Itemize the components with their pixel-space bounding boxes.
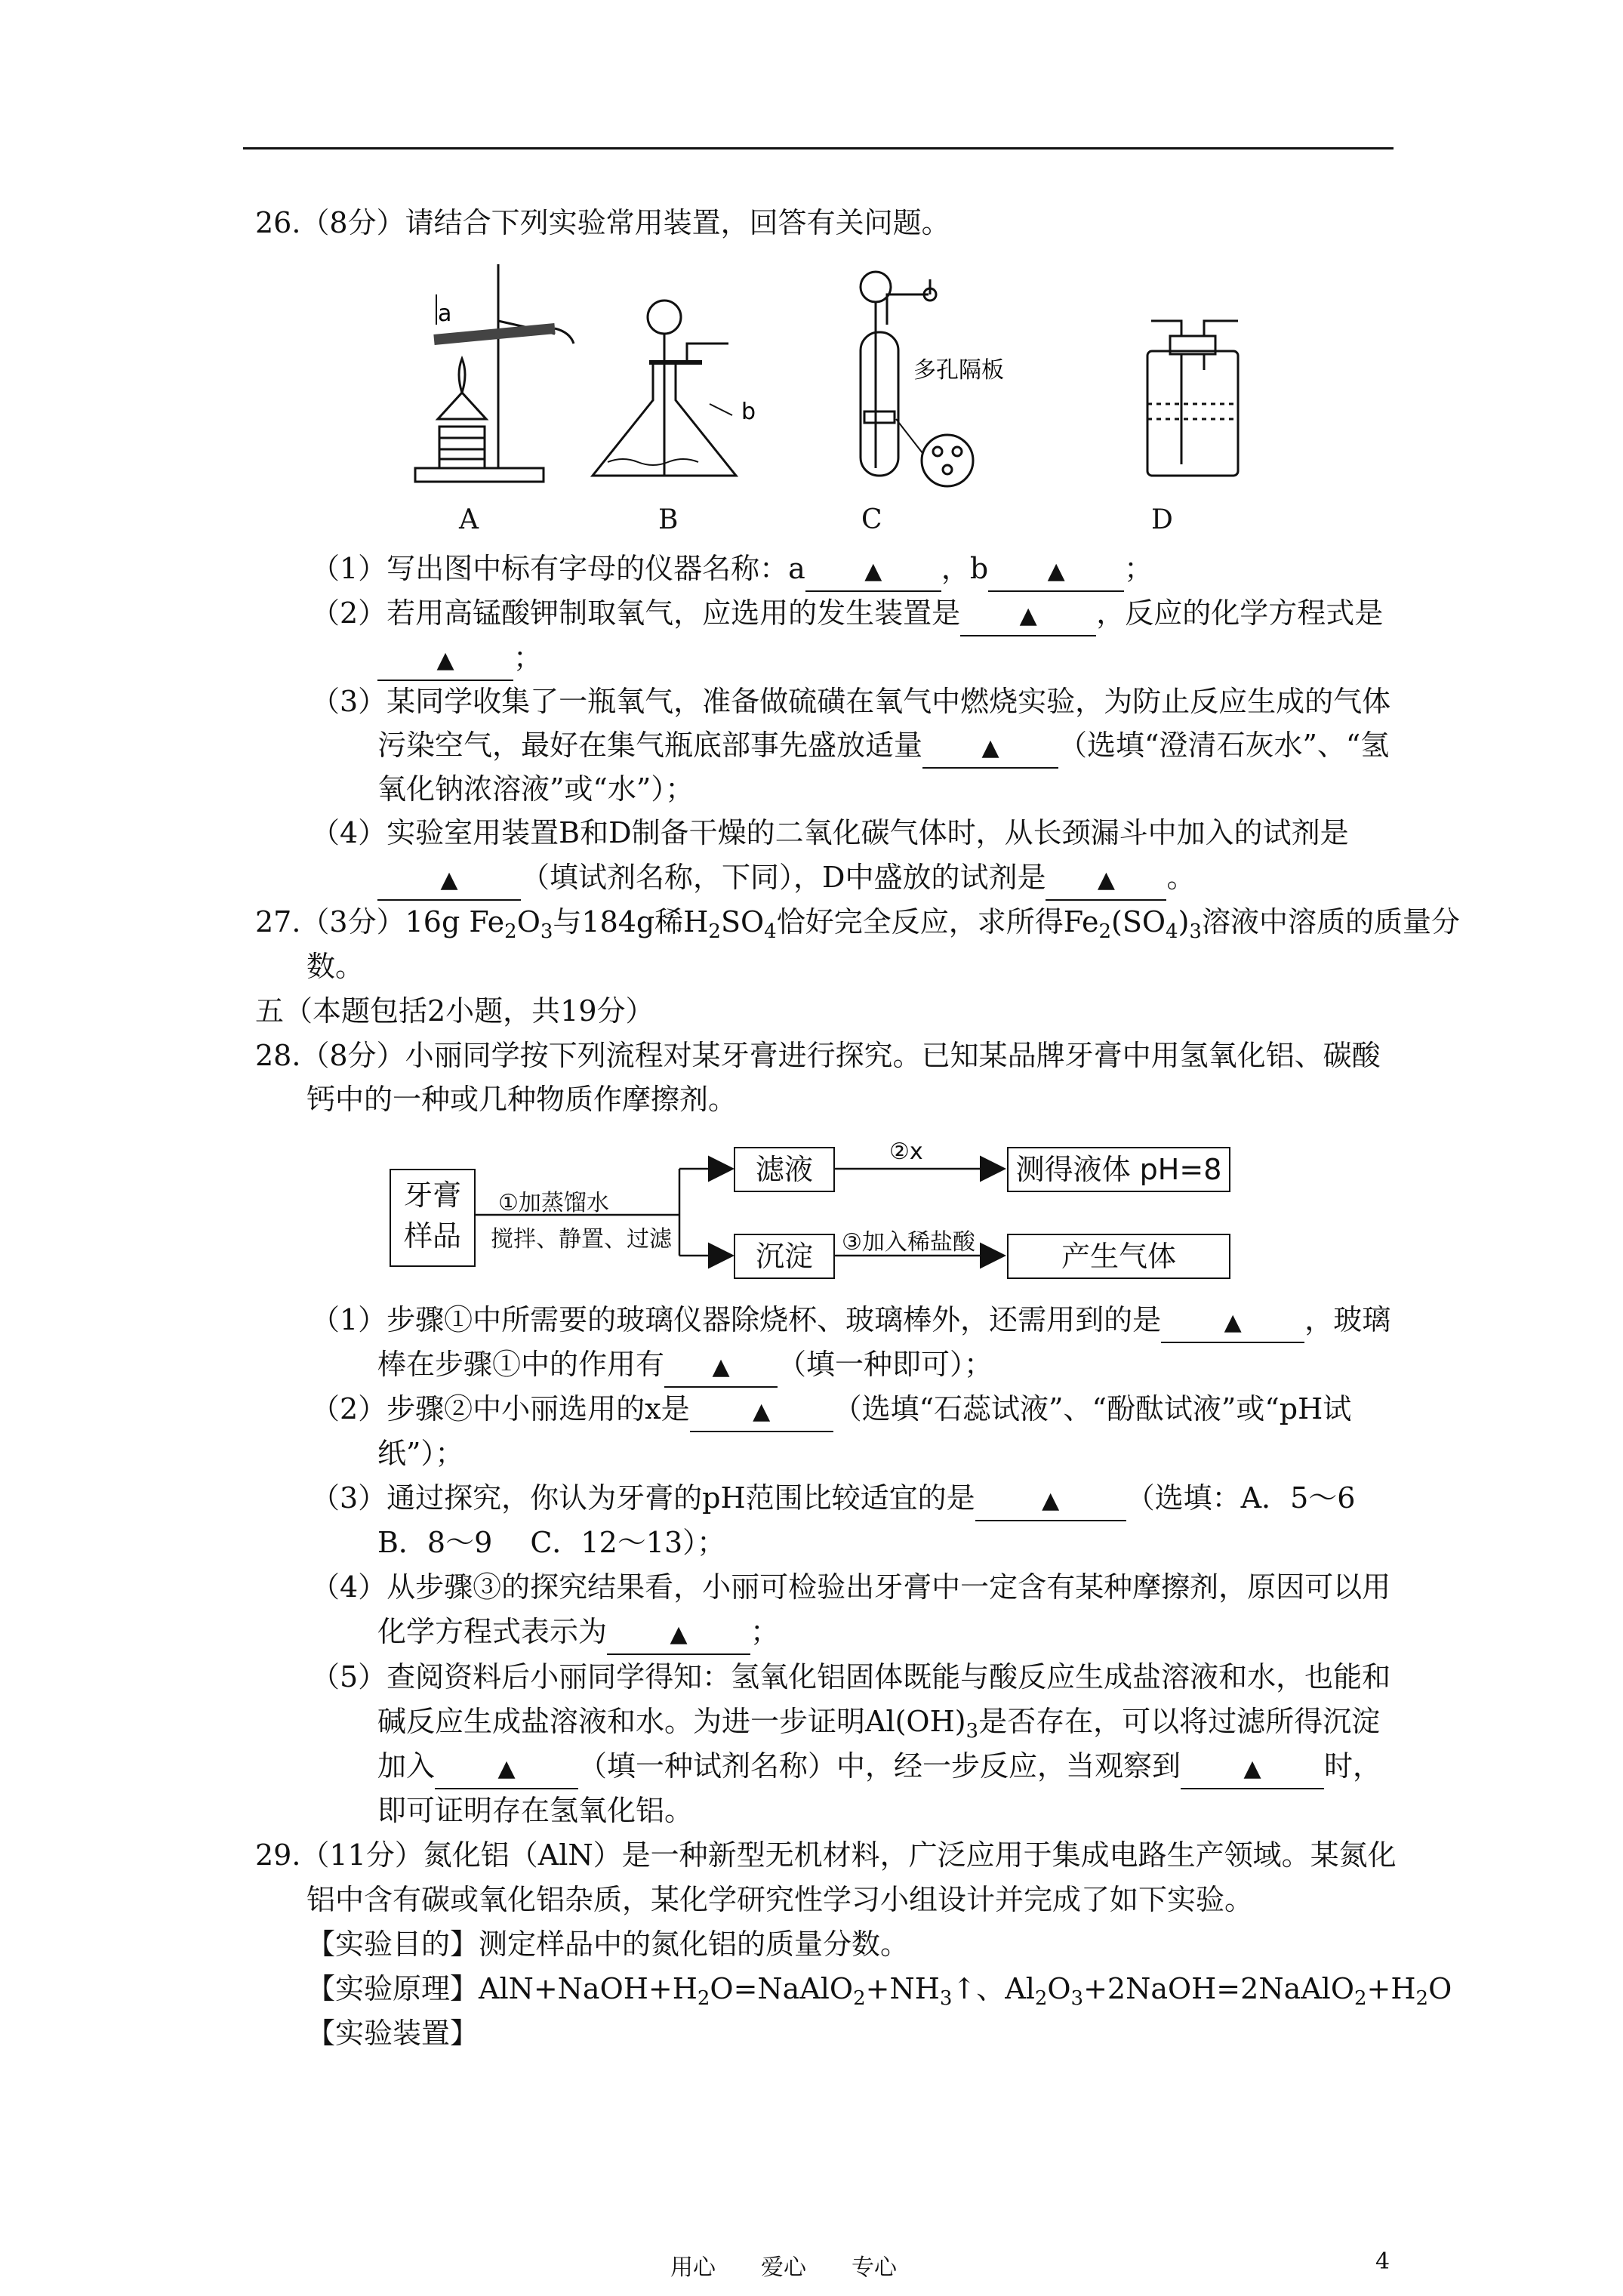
answer-blank[interactable]: ▲ bbox=[690, 1393, 833, 1432]
flow-box-precipitate: 沉淀 bbox=[734, 1234, 835, 1279]
flow-step3: ③加入稀盐酸 bbox=[842, 1229, 975, 1256]
q28-part5-l4: 即可证明存在氢氧化铝。 bbox=[377, 1794, 694, 1827]
q29-line1: 29.（11分）氮化铝（AlN）是一种新型无机材料，广泛应用于集成电路生产领域。某氮化 bbox=[255, 1838, 1397, 1872]
q28-part5: （5）查阅资料后小丽同学得知：氢氧化铝固体既能与酸反应生成盐溶液和水，也能和 bbox=[311, 1660, 1391, 1693]
footer-motto: 用心 爱心 专心 bbox=[670, 2254, 897, 2281]
page-number: 4 bbox=[1375, 2248, 1390, 2275]
q28-part4: （4）从步骤③的探究结果看，小丽可检验出牙膏中一定含有某种摩擦剂，原因可以用 bbox=[311, 1570, 1391, 1604]
q28-part5-l2: 碱反应生成盐溶液和水。为进一步证明$Al(OH)_3$是否存在，可以将过滤所得沉淀 bbox=[377, 1705, 1381, 1743]
flow-box-filtrate: 滤液 bbox=[734, 1147, 835, 1192]
flow-box-sample: 牙膏 样品 bbox=[390, 1169, 476, 1267]
answer-blank[interactable]: ▲ bbox=[975, 1482, 1126, 1521]
q26-part4: （4）实验室用装置B和D制备干燥的二氧化碳气体时，从长颈漏斗中加入的试剂是 bbox=[311, 816, 1349, 849]
answer-blank[interactable]: ▲ bbox=[607, 1616, 750, 1655]
apparatus-label-b: B bbox=[658, 504, 679, 535]
flow-step2: ②x bbox=[889, 1139, 923, 1165]
q26-part1: （1）写出图中标有字母的仪器名称：a ▲ ，b ▲ ； bbox=[311, 550, 1153, 592]
q29-line2: 铝中含有碳或氧化铝杂质，某化学研究性学习小组设计并完成了如下实验。 bbox=[306, 1883, 1254, 1916]
flow-box-ph-result: 测得液体 pH=8 bbox=[1007, 1147, 1230, 1192]
q26-title: 26.（8分）请结合下列实验常用装置，回答有关问题。 bbox=[255, 206, 950, 239]
q28-part5-l3: 加入 ▲ （填一种试剂名称）中，经一步反应，当观察到 ▲ 时， bbox=[377, 1747, 1381, 1789]
q28-part3-l2: B．8～9 C．12～13）； bbox=[377, 1526, 726, 1559]
q28-part4-l2: 化学方程式表示为 ▲ ； bbox=[377, 1613, 779, 1655]
answer-blank[interactable]: ▲ bbox=[377, 861, 521, 901]
answer-blank[interactable]: ▲ bbox=[805, 553, 941, 592]
q26-part3-l3: 氧化钠浓溶液”或“水”）； bbox=[377, 772, 694, 806]
answer-blank[interactable]: ▲ bbox=[1181, 1750, 1324, 1789]
answer-blank[interactable]: ▲ bbox=[960, 597, 1096, 636]
q28-part2-l2: 纸”）； bbox=[377, 1437, 464, 1470]
q28-part2: （2）步骤②中小丽选用的x是 ▲ （选填“石蕊试液”、“酚酞试液”或“pH试 bbox=[311, 1390, 1351, 1432]
flow-step1: ①加蒸馏水 bbox=[498, 1190, 609, 1216]
q29-principle: 【实验原理】$AlN+NaOH+H_2O=NaAlO_2+NH_3↑$、$Al_2O_3+2NaOH=2NaAlO_2+H_2O$ bbox=[306, 1972, 1452, 2010]
q27-line2: 数。 bbox=[306, 950, 365, 983]
apparatus-label-a: A bbox=[459, 504, 479, 535]
q26-part4-l2: ▲ （填试剂名称，下同），D中盛放的试剂是 ▲ 。 bbox=[377, 858, 1195, 901]
section-five-heading: 五（本题包括2小题，共19分） bbox=[255, 994, 654, 1028]
q28-line1: 28.（8分）小丽同学按下列流程对某牙膏进行探究。已知某品牌牙膏中用氢氧化铝、碳酸 bbox=[255, 1039, 1381, 1072]
answer-blank[interactable]: ▲ bbox=[922, 729, 1058, 769]
answer-blank[interactable]: ▲ bbox=[377, 642, 513, 681]
answer-blank[interactable]: ▲ bbox=[988, 553, 1124, 592]
q28-part1: （1）步骤①中所需要的玻璃仪器除烧杯、玻璃棒外，还需用到的是 ▲ ，玻璃 bbox=[311, 1301, 1390, 1343]
q28-line2: 钙中的一种或几种物质作摩擦剂。 bbox=[306, 1083, 738, 1116]
q28-part1-l2: 棒在步骤①中的作用有 ▲ （填一种即可）； bbox=[377, 1345, 993, 1388]
q29-purpose: 【实验目的】测定样品中的氮化铝的质量分数。 bbox=[306, 1928, 910, 1961]
flow-box-gas-result: 产生气体 bbox=[1007, 1234, 1230, 1279]
label-b: b bbox=[741, 399, 756, 425]
q26-part3-l2: 污染空气，最好在集气瓶底部事先盛放适量 ▲ （选填“澄清石灰水”、“氢 bbox=[377, 726, 1389, 769]
q26-part3: （3）某同学收集了一瓶氧气，准备做硫磺在氧气中燃烧实验，为防止反应生成的气体 bbox=[311, 685, 1391, 718]
answer-blank[interactable]: ▲ bbox=[435, 1750, 578, 1789]
q28-part3: （3）通过探究，你认为牙膏的pH范围比较适宜的是 ▲ （选填：A．5～6 bbox=[311, 1479, 1355, 1521]
answer-blank[interactable]: ▲ bbox=[664, 1348, 778, 1388]
answer-blank[interactable]: ▲ bbox=[1046, 861, 1166, 901]
q29-apparatus-heading: 【实验装置】 bbox=[306, 2017, 479, 2050]
apparatus-label-d: D bbox=[1151, 504, 1173, 535]
answer-blank[interactable]: ▲ bbox=[1161, 1304, 1304, 1343]
label-a: a bbox=[438, 300, 452, 327]
q27-line1: 27.（3分）16g $Fe_2O_3$与184g稀$H_2SO_4$恰好完全反应，求所得$Fe_2(SO_4)_3$溶液中溶质的质量分 bbox=[255, 905, 1460, 943]
apparatus-label-c: C bbox=[861, 504, 882, 535]
q26-part2-cont: ▲ ； bbox=[377, 639, 542, 681]
q26-part2: （2）若用高锰酸钾制取氧气，应选用的发生装置是 ▲ ，反应的化学方程式是 bbox=[311, 594, 1383, 636]
flow-step1b: 搅拌、静置、过滤 bbox=[491, 1226, 672, 1253]
plate-label: 多孔隔板 bbox=[913, 357, 1004, 384]
